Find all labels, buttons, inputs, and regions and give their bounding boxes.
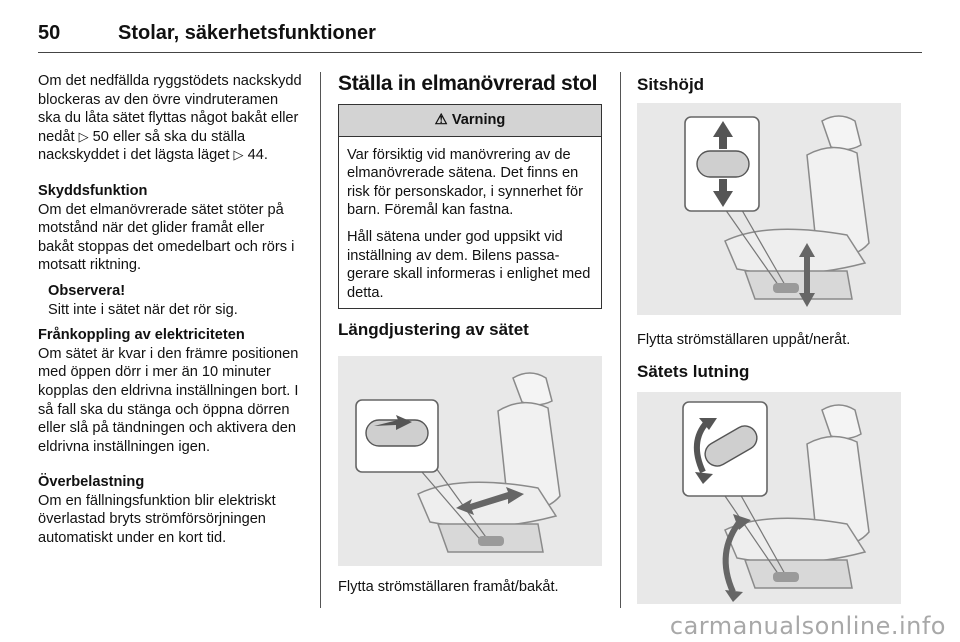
warning-box (338, 104, 602, 309)
reference-arrow-icon: ▷ (78, 128, 89, 144)
seat-height-illustration (637, 103, 901, 315)
subsection-title: Sitshöjd (637, 75, 705, 94)
watermark: carmanualsonline.info (669, 612, 946, 640)
chapter-title: Stolar, säkerhetsfunktioner (118, 22, 376, 44)
subsection-title: Längdjustering av sätet (338, 320, 529, 340)
note-heading: Observera! (48, 282, 126, 299)
page-header (38, 16, 922, 53)
section-heading: Frånkoppling av elektriciteten (38, 327, 245, 344)
section-text: Om det elmanövrerade sätet stöter på motstånd när det glider framåt eller bakåt stoppas det omedelbart och rörs i motsatt riktning. (38, 201, 295, 274)
intro-paragraph: Om det nedfällda ryggstödets nackskydd blockeras av den övre vindruteramen ska du låta sätet flyttas något bakåt eller nedåt ▷ 50 eller så ska du ställa nackskyddet i det lägsta läget ▷ 44. (38, 73, 302, 164)
seat-illustration (338, 356, 602, 566)
seat-tilt-illustration (637, 392, 901, 604)
reference-arrow-icon: ▷ (233, 147, 244, 163)
warning-text: Håll sätena under god uppsikt vid inställning av dem. Bilens passagerare skall informeras i enlighet med detta. (347, 228, 591, 301)
warning-icon: ⚠ (434, 112, 448, 128)
figure-caption: Flytta strömställaren uppåt/neråt. (637, 331, 851, 348)
seat-illustration (637, 103, 901, 315)
figure-caption: Flytta strömställaren framåt/bakåt. (338, 578, 559, 595)
column-middle (338, 72, 602, 597)
note-block (48, 282, 304, 319)
column-divider (320, 72, 321, 608)
section-text: Om en fällningsfunktion blir elektriskt överlastad bryts strömförsörjningen automatiskt under en kort tid. (38, 492, 276, 547)
seat-fore-aft-illustration (338, 356, 602, 566)
warning-body (339, 137, 601, 309)
section-heading: Skyddsfunktion (38, 182, 148, 199)
warning-header: ⚠ Varning (339, 105, 601, 137)
section-heading: Överbelastning (38, 474, 145, 491)
note-text: Sitt inte i sätet när det rör sig. (48, 301, 238, 318)
column-left (38, 72, 304, 548)
seat-illustration (637, 392, 901, 604)
warning-text: Var försiktig vid manövrering av de elmanövrerade sätena. Det finns en risk för personskador, i synnerhet för barn. Föremål kan fastna. (347, 146, 584, 219)
section-text: Om sätet är kvar i den främre positionen med öppen dörr i mer än 10 minuter kopplas den eldrivna inställningen bort. I så fall ska du stänga och öppna dörren eller slå på tändningen och aktivera den eldrivna inställningen igen. (38, 345, 299, 455)
column-divider (620, 72, 621, 608)
subsection-title: Sätets lutning (637, 362, 750, 382)
section-title: Ställa in elmanövrerad stol (338, 72, 598, 95)
page-number: 50 (38, 22, 61, 44)
column-right (637, 72, 901, 604)
